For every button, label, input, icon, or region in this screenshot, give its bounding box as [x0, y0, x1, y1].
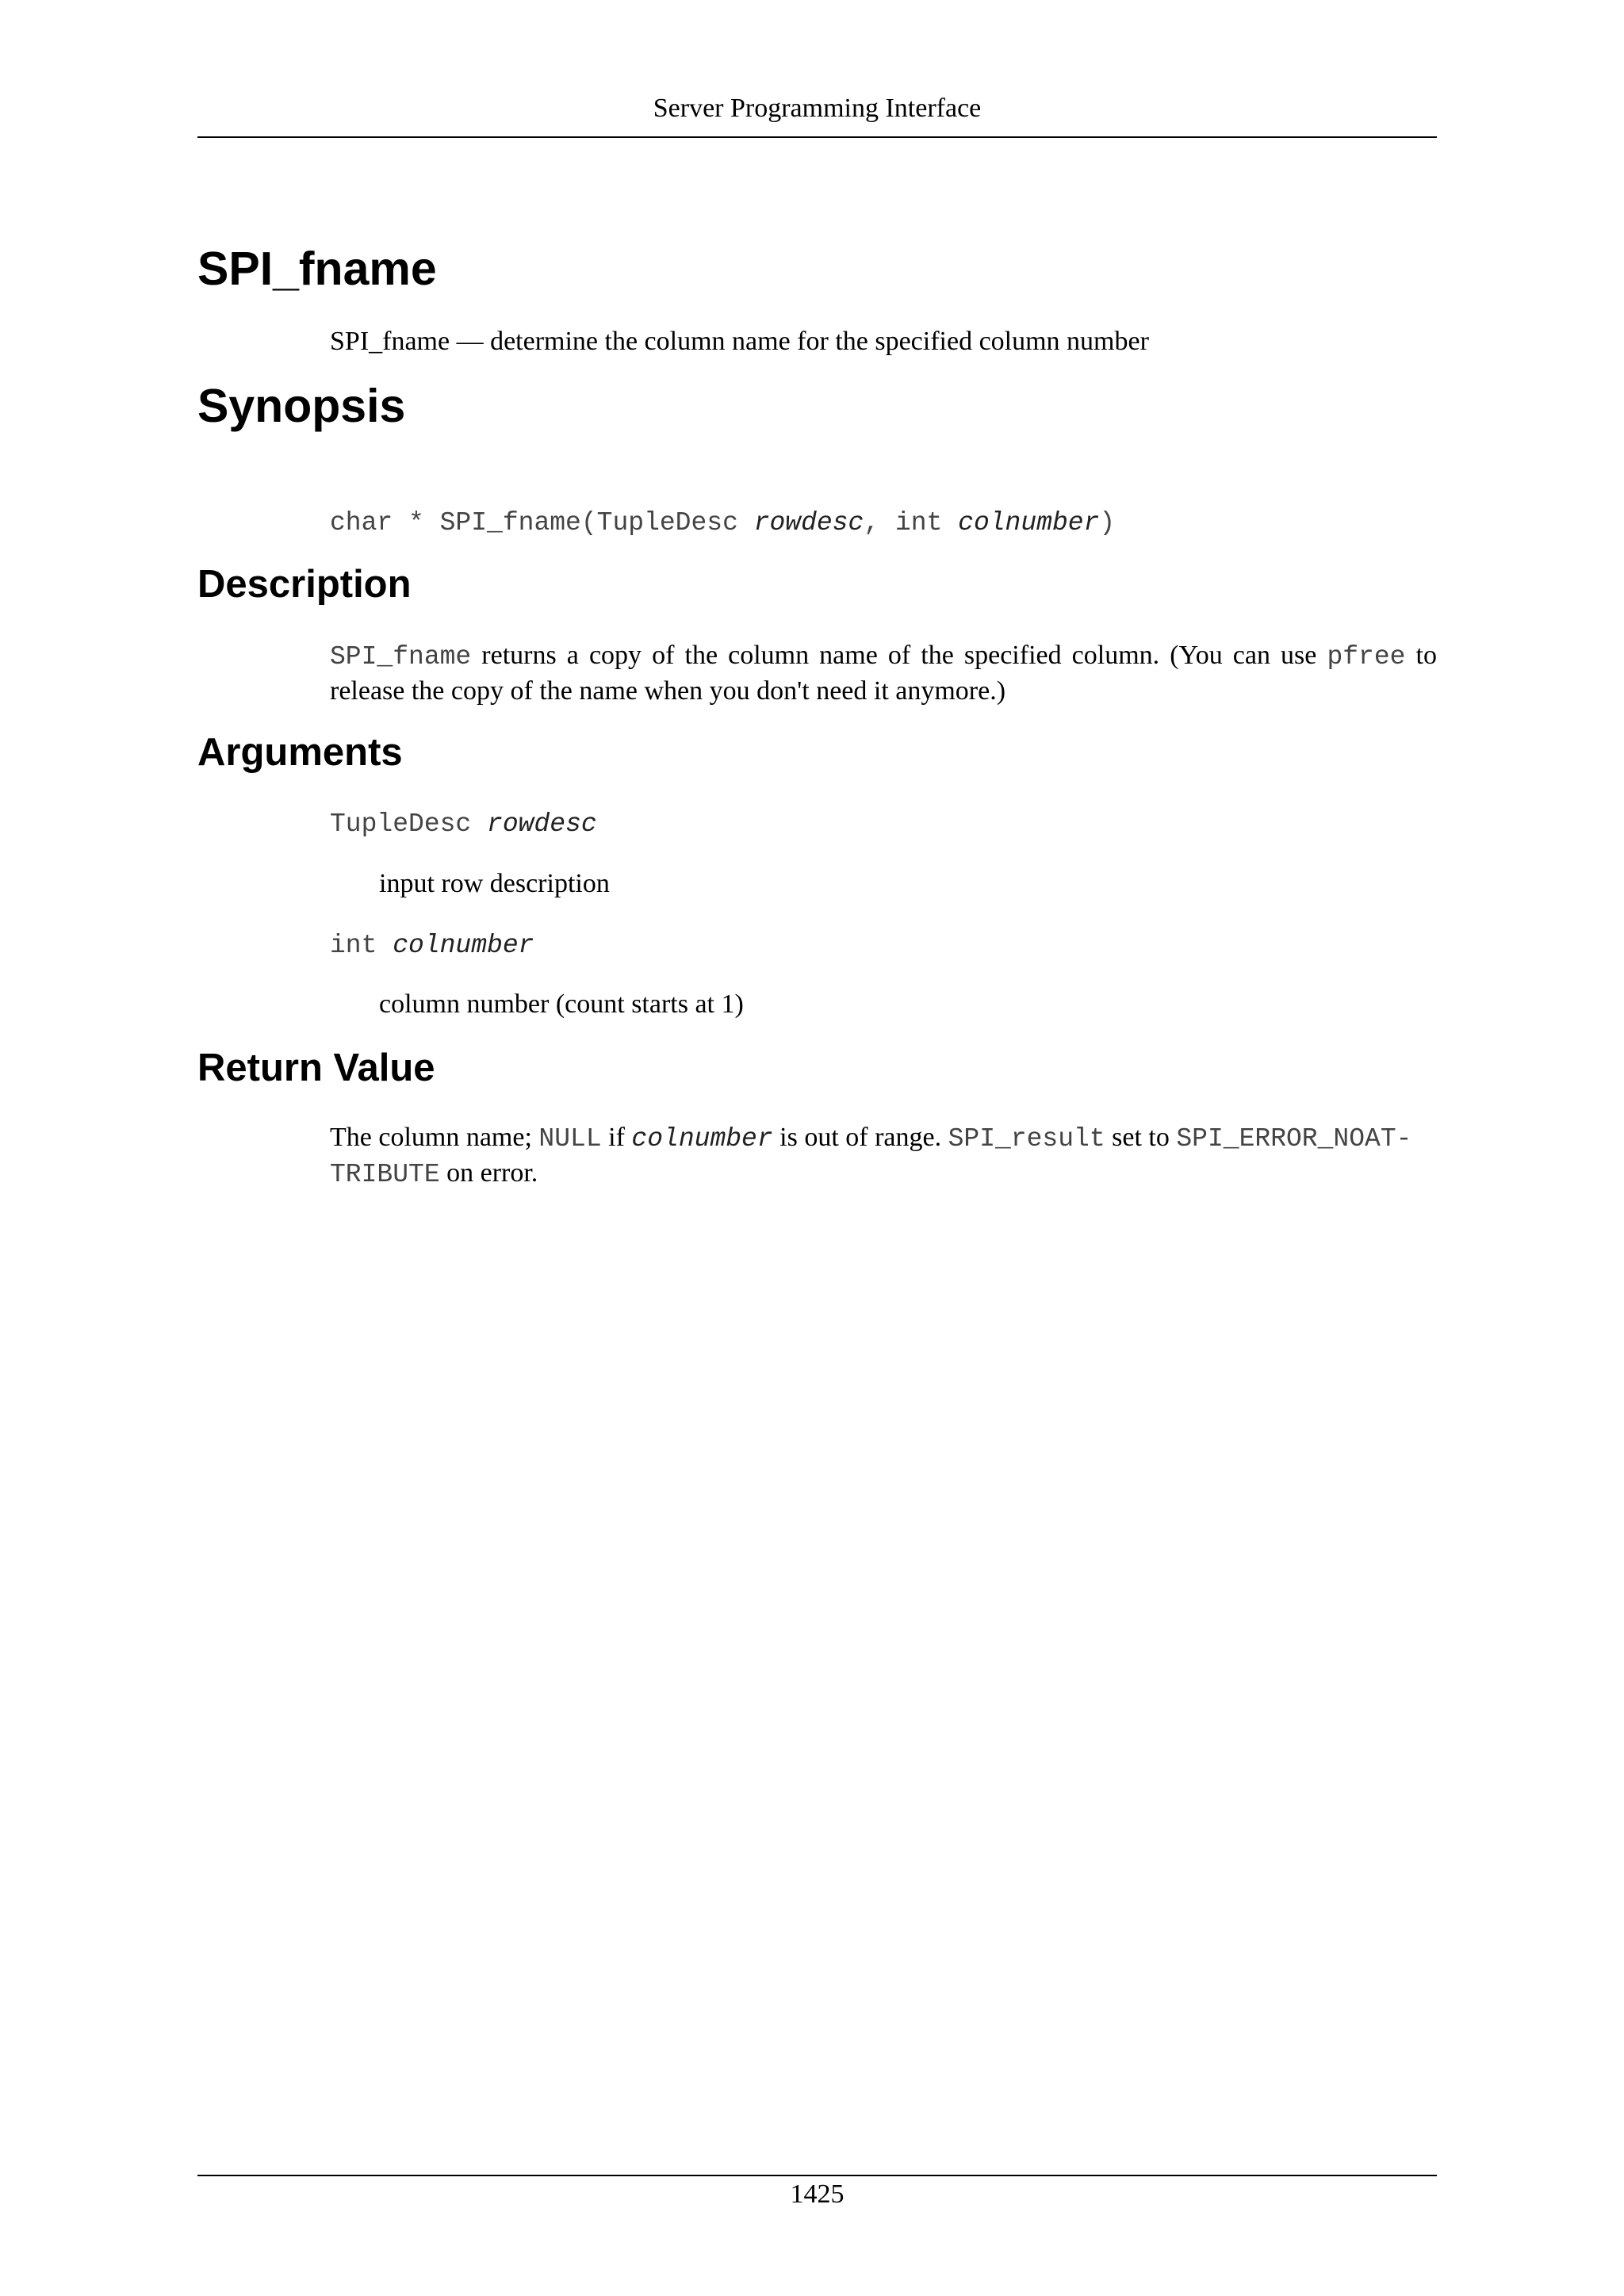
signature-prefix: char * SPI_fname(TupleDesc — [330, 508, 754, 538]
return-value-line-1 — [330, 1123, 1411, 1152]
description-func-pfree: pfree — [1327, 642, 1406, 672]
argument-name: rowdesc — [487, 809, 597, 839]
refpurpose: SPI_fname — determine the column name for the specified column number — [330, 327, 1149, 356]
footer-rule — [197, 2175, 1437, 2176]
running-header: Server Programming Interface — [653, 94, 982, 123]
arguments-heading: Arguments — [197, 731, 403, 774]
return-error-code-part-2: TRIBUTE — [330, 1160, 440, 1189]
return-value-heading: Return Value — [197, 1047, 435, 1089]
return-error-code-part-1: SPI_ERROR_NOAT- — [1176, 1124, 1412, 1154]
synopsis-signature — [330, 504, 1437, 540]
signature-param-colnumber: colnumber — [958, 508, 1100, 538]
description-heading: Description — [197, 563, 412, 606]
return-text-4: set to — [1105, 1123, 1177, 1152]
page-title: SPI_fname — [197, 243, 437, 295]
argument-name: colnumber — [393, 931, 534, 960]
return-text-5: on error. — [439, 1158, 538, 1188]
argument-term-rowdesc — [330, 806, 1437, 841]
return-colnumber: colnumber — [631, 1124, 773, 1154]
argument-type: int — [330, 931, 393, 960]
return-null: NULL — [538, 1124, 602, 1154]
argument-type: TupleDesc — [330, 809, 488, 839]
synopsis-heading: Synopsis — [197, 380, 406, 432]
return-text-3: is out of range. — [772, 1123, 948, 1152]
return-value-text — [330, 1120, 1437, 1192]
page-number: 1425 — [790, 2179, 845, 2209]
description-text — [330, 638, 1437, 708]
header-rule — [197, 136, 1437, 138]
argument-desc-rowdesc: input row description — [379, 869, 610, 898]
signature-suffix: ) — [1099, 508, 1116, 538]
argument-term-colnumber — [330, 927, 1437, 962]
return-text-2: if — [601, 1123, 632, 1152]
signature-param-rowdesc: rowdesc — [753, 508, 864, 538]
signature-sep: , int — [864, 508, 959, 538]
argument-desc-colnumber: column number (count starts at 1) — [379, 989, 744, 1019]
description-func: SPI_fname — [330, 642, 472, 672]
description-text-1: returns a copy of the column name of the specified column. (You can use — [471, 641, 1327, 670]
return-text-1: The column name; — [330, 1123, 539, 1152]
description-text-2: to release the copy of the name when you don't need it anymore.) — [330, 641, 1437, 706]
return-spi-result: SPI_result — [948, 1124, 1105, 1154]
